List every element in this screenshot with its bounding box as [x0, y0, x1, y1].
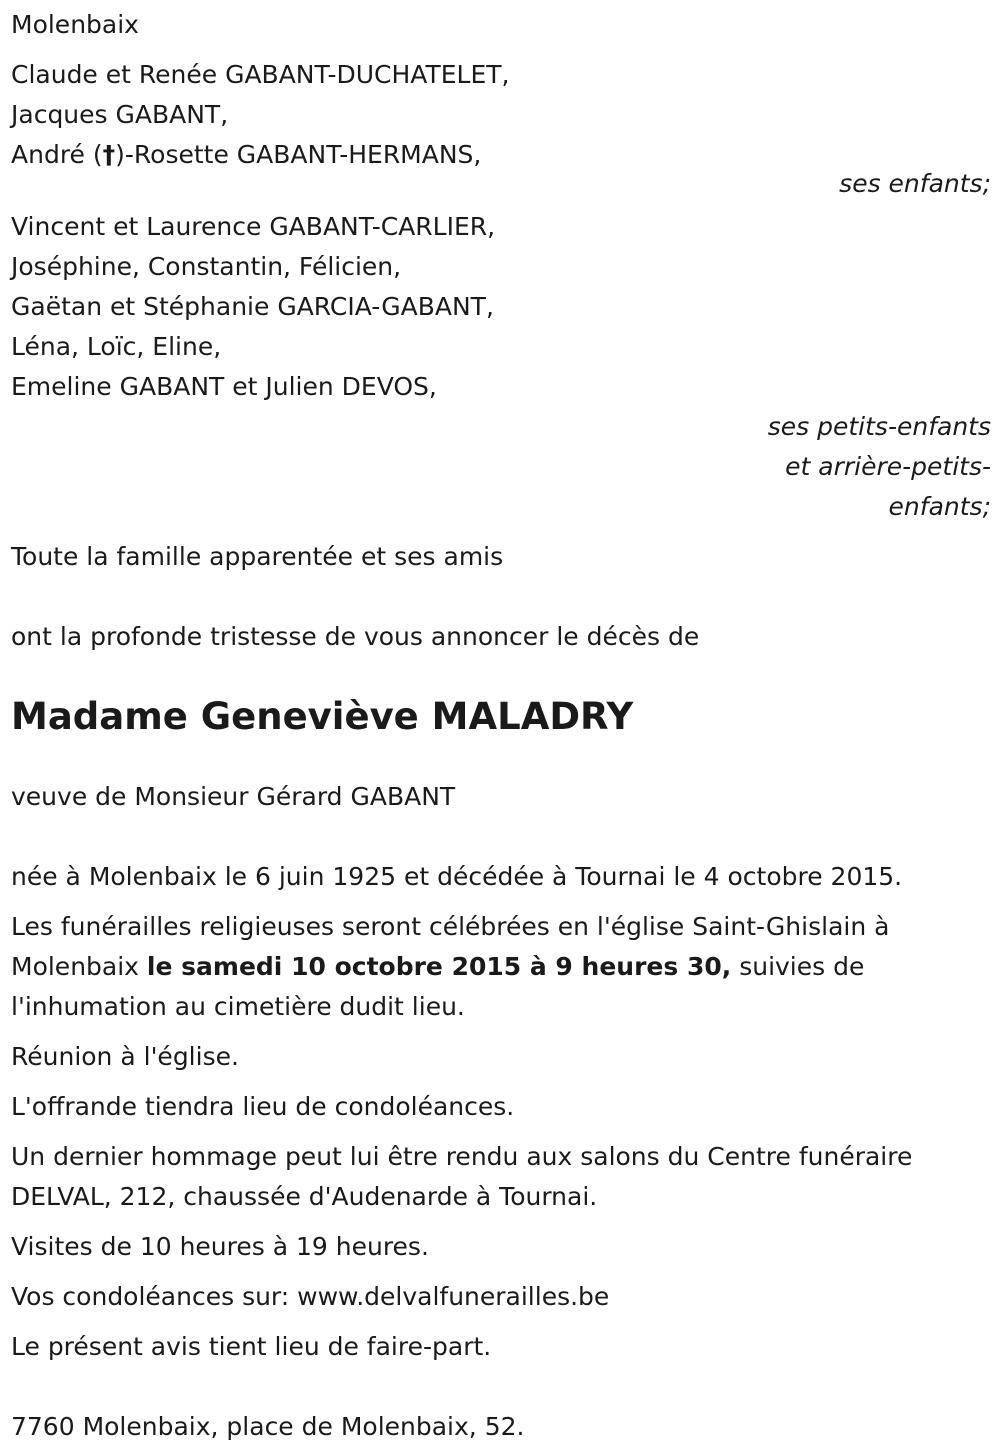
meeting-line: Réunion à l'église. — [11, 1042, 239, 1071]
birth-death: née à Molenbaix le 6 juin 1925 et décédée à Tournai le 4 octobre 2015. — [11, 862, 903, 891]
homage-line: DELVAL, 212, chaussée d'Audenarde à Tournai. — [11, 1182, 598, 1211]
child-name-suffix: )-Rosette GABANT-HERMANS, — [115, 140, 482, 169]
notice-line: Le présent avis tient lieu de faire-part. — [11, 1332, 492, 1361]
grandchild-name: Vincent et Laurence GABANT-CARLIER, — [11, 212, 496, 241]
visits-line: Visites de 10 heures à 19 heures. — [11, 1232, 429, 1261]
family-line: Toute la famille apparentée et ses amis — [11, 542, 504, 571]
funeral-line: Les funérailles religieuses seront célébrées en l'église Saint-Ghislain à — [11, 912, 890, 941]
funeral-date: le samedi 10 octobre 2015 à 9 heures 30, — [146, 952, 732, 981]
children-label: ses enfants; — [839, 169, 991, 198]
child-name-prefix: André ( — [11, 140, 103, 169]
homage-paragraph — [11, 1137, 991, 1217]
deceased-name: Madame Geneviève MALADRY — [11, 695, 634, 738]
funeral-prefix: Molenbaix — [11, 952, 147, 981]
funeral-suffix: suivies de — [731, 952, 865, 981]
grandchildren-label: et arrière-petits- — [785, 452, 991, 481]
announcement: ont la profonde tristesse de vous annoncer le décès de — [11, 622, 700, 651]
children-block — [11, 55, 991, 197]
homage-line: Un dernier hommage peut lui être rendu aux salons du Centre funéraire — [11, 1142, 913, 1171]
grandchild-name: Gaëtan et Stéphanie GARCIA-GABANT, — [11, 292, 494, 321]
cross-icon: † — [102, 140, 116, 169]
offering-line: L'offrande tiendra lieu de condoléances. — [11, 1092, 515, 1121]
obituary-notice — [11, 5, 991, 1447]
location-heading: Molenbaix — [11, 10, 139, 39]
grandchildren-block — [11, 207, 991, 527]
funeral-line: l'inhumation au cimetière dudit lieu. — [11, 992, 465, 1021]
child-name: Jacques GABANT, — [11, 100, 229, 129]
grandchild-name: Léna, Loïc, Eline, — [11, 332, 222, 361]
widow-of: veuve de Monsieur Gérard GABANT — [11, 782, 456, 811]
funeral-line — [11, 947, 991, 987]
grandchild-name: Emeline GABANT et Julien DEVOS, — [11, 372, 437, 401]
funeral-paragraph — [11, 907, 991, 1027]
grandchildren-label: ses petits-enfants — [767, 412, 991, 441]
grandchildren-label: enfants; — [888, 492, 991, 521]
condolences-line: Vos condoléances sur: www.delvalfunerailles.be — [11, 1282, 610, 1311]
grandchild-name: Joséphine, Constantin, Félicien, — [11, 252, 402, 281]
child-name: Claude et Renée GABANT-DUCHATELET, — [11, 60, 510, 89]
address-line: 7760 Molenbaix, place de Molenbaix, 52. — [11, 1412, 525, 1441]
